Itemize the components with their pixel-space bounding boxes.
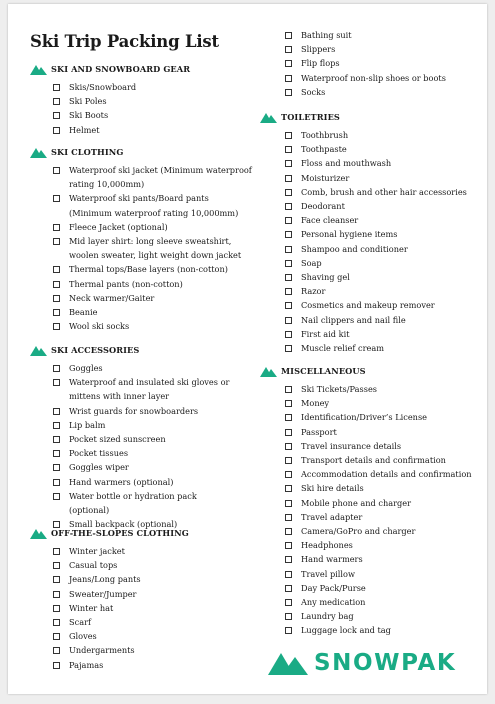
checkbox-icon[interactable] <box>53 266 60 273</box>
checkbox-icon[interactable] <box>53 323 60 330</box>
list-item: Waterproof and insulated ski gloves or mittens with inner layer <box>53 375 233 403</box>
section-title: SKI ACCESSORIES <box>51 345 140 355</box>
section-off-the-slopes-clothing <box>30 526 189 672</box>
checkbox-icon[interactable] <box>285 32 292 39</box>
mountain-icon <box>30 147 47 158</box>
list-item: Mid layer shirt: long sleeve sweatshirt, woolen sweater, light weight down jacket <box>53 234 253 262</box>
list-item: Passport <box>285 425 472 439</box>
item-list <box>53 80 190 137</box>
list-item: Razor <box>285 284 467 298</box>
list-item: Winter hat <box>53 601 189 615</box>
list-item: Muscle relief cream <box>285 341 467 355</box>
list-item: Ski hire details <box>285 481 472 495</box>
checkbox-icon[interactable] <box>285 274 292 281</box>
checkbox-icon[interactable] <box>53 464 60 471</box>
checkbox-icon[interactable] <box>53 633 60 640</box>
list-item: Hand warmers (optional) <box>53 475 233 489</box>
list-item: Casual tops <box>53 558 189 572</box>
list-item: Face cleanser <box>285 213 467 227</box>
section-header <box>30 145 253 159</box>
list-item: Thermal pants (non-cotton) <box>53 277 253 291</box>
mountain-icon <box>260 112 277 123</box>
checkbox-icon[interactable] <box>285 585 292 592</box>
section-title: MISCELLANEOUS <box>281 366 366 376</box>
checkbox-icon[interactable] <box>285 528 292 535</box>
checkbox-icon[interactable] <box>53 84 60 91</box>
list-item: Sweater/Jumper <box>53 587 189 601</box>
list-item: Pocket sized sunscreen <box>53 432 233 446</box>
checkbox-icon[interactable] <box>53 98 60 105</box>
list-item: Pocket tissues <box>53 446 233 460</box>
checkbox-icon[interactable] <box>285 485 292 492</box>
list-item: Money <box>285 396 472 410</box>
checkbox-icon[interactable] <box>285 443 292 450</box>
item-list <box>53 361 233 531</box>
list-item: Beanie <box>53 305 253 319</box>
checkbox-icon[interactable] <box>285 89 292 96</box>
checkbox-icon[interactable] <box>285 400 292 407</box>
list-item: Identification/Driver’s License <box>285 410 472 424</box>
packing-list-page <box>8 4 487 694</box>
list-item: Wool ski socks <box>53 319 253 333</box>
checkbox-icon[interactable] <box>53 224 60 231</box>
list-item: Scarf <box>53 615 189 629</box>
list-item: Ski Tickets/Passes <box>285 382 472 396</box>
list-item: Deodorant <box>285 199 467 213</box>
list-item: Flip flops <box>285 56 446 70</box>
section-ski-clothing <box>30 145 253 333</box>
checkbox-icon[interactable] <box>53 647 60 654</box>
checkbox-icon[interactable] <box>53 295 60 302</box>
list-item: Fleece Jacket (optional) <box>53 220 253 234</box>
list-item: Ski Poles <box>53 94 190 108</box>
list-item: Socks <box>285 85 446 99</box>
checkbox-icon[interactable] <box>285 613 292 620</box>
checkbox-icon[interactable] <box>285 627 292 634</box>
list-item: Nail clippers and nail file <box>285 313 467 327</box>
list-item: Lip balm <box>53 418 233 432</box>
list-item: Waterproof non-slip shoes or boots <box>285 71 446 85</box>
section-title: TOILETRIES <box>281 112 340 122</box>
list-item: Gloves <box>53 629 189 643</box>
list-item: Helmet <box>53 123 190 137</box>
checkbox-icon[interactable] <box>285 246 292 253</box>
list-item: Transport details and confirmation <box>285 453 472 467</box>
section-header <box>30 62 190 76</box>
mountain-logo-icon <box>268 651 308 675</box>
section-header <box>260 364 472 378</box>
list-item: Hand warmers <box>285 552 472 566</box>
checkbox-icon[interactable] <box>285 160 292 167</box>
list-item: Travel adapter <box>285 510 472 524</box>
list-item: Toothbrush <box>285 128 467 142</box>
list-item: Headphones <box>285 538 472 552</box>
section-toiletries <box>260 110 467 355</box>
list-item: First aid kit <box>285 327 467 341</box>
section-title: OFF-THE-SLOPES CLOTHING <box>51 528 189 538</box>
item-list <box>53 163 253 333</box>
section-header <box>30 526 189 540</box>
checkbox-icon[interactable] <box>285 75 292 82</box>
checkbox-icon[interactable] <box>53 281 60 288</box>
list-item: Floss and mouthwash <box>285 156 467 170</box>
checkbox-icon[interactable] <box>53 379 60 386</box>
checkbox-icon[interactable] <box>285 386 292 393</box>
checkbox-icon[interactable] <box>285 175 292 182</box>
section-title: SKI AND SNOWBOARD GEAR <box>51 64 191 74</box>
section-ski-and-snowboard-gear <box>30 62 190 137</box>
checkbox-icon[interactable] <box>53 562 60 569</box>
brand-name: SNOWPAK <box>314 650 457 676</box>
checkbox-icon[interactable] <box>285 146 292 153</box>
checkbox-icon[interactable] <box>285 500 292 507</box>
list-item: Slippers <box>285 42 446 56</box>
section-title: SKI CLOTHING <box>51 147 124 157</box>
snowpak-logo <box>268 650 456 676</box>
checkbox-icon[interactable] <box>53 436 60 443</box>
checkbox-icon[interactable] <box>285 345 292 352</box>
checkbox-icon[interactable] <box>285 46 292 53</box>
list-item: Laundry bag <box>285 609 472 623</box>
section-miscellaneous <box>260 364 472 638</box>
mountain-icon <box>260 366 277 377</box>
list-item: Travel pillow <box>285 567 472 581</box>
checkbox-icon[interactable] <box>285 599 292 606</box>
checkbox-icon[interactable] <box>285 331 292 338</box>
checkbox-icon[interactable] <box>53 450 60 457</box>
list-item: Ski Boots <box>53 108 190 122</box>
checkbox-icon[interactable] <box>285 457 292 464</box>
checkbox-icon[interactable] <box>285 189 292 196</box>
list-item: Camera/GoPro and charger <box>285 524 472 538</box>
list-item: Goggles <box>53 361 233 375</box>
list-item: Cosmetics and makeup remover <box>285 298 467 312</box>
mountain-icon <box>30 64 47 75</box>
checkbox-icon[interactable] <box>53 127 60 134</box>
checkbox-icon[interactable] <box>285 302 292 309</box>
list-item: Winter jacket <box>53 544 189 558</box>
list-item: Undergarments <box>53 643 189 657</box>
checkbox-icon[interactable] <box>53 605 60 612</box>
mountain-icon <box>30 528 47 539</box>
checkbox-icon[interactable] <box>53 576 60 583</box>
mountain-icon <box>30 345 47 356</box>
checkbox-icon[interactable] <box>285 556 292 563</box>
list-item: Pajamas <box>53 658 189 672</box>
checkbox-icon[interactable] <box>285 288 292 295</box>
list-item: Luggage lock and tag <box>285 623 472 637</box>
checkbox-icon[interactable] <box>285 260 292 267</box>
checkbox-icon[interactable] <box>53 365 60 372</box>
checkbox-icon[interactable] <box>285 132 292 139</box>
section-ski-accessories <box>30 343 233 531</box>
list-item: Any medication <box>285 595 472 609</box>
checkbox-icon[interactable] <box>53 619 60 626</box>
checkbox-icon[interactable] <box>53 167 60 174</box>
list-item: Waterproof ski pants/Board pants (Minimum waterproof rating 10,000mm) <box>53 191 253 219</box>
item-list-continued <box>285 28 446 99</box>
checkbox-icon[interactable] <box>53 591 60 598</box>
list-item: Moisturizer <box>285 171 467 185</box>
checkbox-icon[interactable] <box>285 317 292 324</box>
checkbox-icon[interactable] <box>285 542 292 549</box>
list-item: Wrist guards for snowboarders <box>53 404 233 418</box>
list-item: Soap <box>285 256 467 270</box>
checkbox-icon[interactable] <box>53 662 60 669</box>
checkbox-icon[interactable] <box>53 479 60 486</box>
checkbox-icon[interactable] <box>285 471 292 478</box>
page-title: Ski Trip Packing List <box>30 32 219 51</box>
item-list <box>285 382 472 638</box>
item-list <box>53 544 189 672</box>
checkbox-icon[interactable] <box>285 414 292 421</box>
item-list <box>285 128 467 355</box>
list-item: Water bottle or hydration pack (optional) <box>53 489 233 517</box>
list-item: Goggles wiper <box>53 460 233 474</box>
checkbox-icon[interactable] <box>53 408 60 415</box>
checkbox-icon[interactable] <box>285 514 292 521</box>
checkbox-icon[interactable] <box>53 422 60 429</box>
checkbox-icon[interactable] <box>53 309 60 316</box>
checkbox-icon[interactable] <box>53 548 60 555</box>
list-item: Toothpaste <box>285 142 467 156</box>
checkbox-icon[interactable] <box>285 203 292 210</box>
list-item: Waterproof ski jacket (Minimum waterproof rating 10,000mm) <box>53 163 253 191</box>
list-item: Skis/Snowboard <box>53 80 190 94</box>
section-header <box>260 110 467 124</box>
checkbox-icon[interactable] <box>285 231 292 238</box>
list-item: Shaving gel <box>285 270 467 284</box>
checkbox-icon[interactable] <box>53 238 60 245</box>
list-item: Travel insurance details <box>285 439 472 453</box>
checkbox-icon[interactable] <box>53 493 60 500</box>
checkbox-icon[interactable] <box>53 112 60 119</box>
list-item: Small backpack (optional) <box>53 517 233 531</box>
checkbox-icon[interactable] <box>285 60 292 67</box>
list-item: Comb, brush and other hair accessories <box>285 185 467 199</box>
checkbox-icon[interactable] <box>285 571 292 578</box>
list-item: Bathing suit <box>285 28 446 42</box>
checkbox-icon[interactable] <box>285 217 292 224</box>
list-item: Accommodation details and confirmation <box>285 467 472 481</box>
list-item: Jeans/Long pants <box>53 572 189 586</box>
section-header <box>30 343 233 357</box>
list-item: Neck warmer/Gaiter <box>53 291 253 305</box>
list-item: Personal hygiene items <box>285 227 467 241</box>
list-item: Shampoo and conditioner <box>285 242 467 256</box>
list-item: Thermal tops/Base layers (non-cotton) <box>53 262 253 276</box>
checkbox-icon[interactable] <box>285 429 292 436</box>
list-item: Mobile phone and charger <box>285 496 472 510</box>
checkbox-icon[interactable] <box>53 195 60 202</box>
list-item: Day Pack/Purse <box>285 581 472 595</box>
